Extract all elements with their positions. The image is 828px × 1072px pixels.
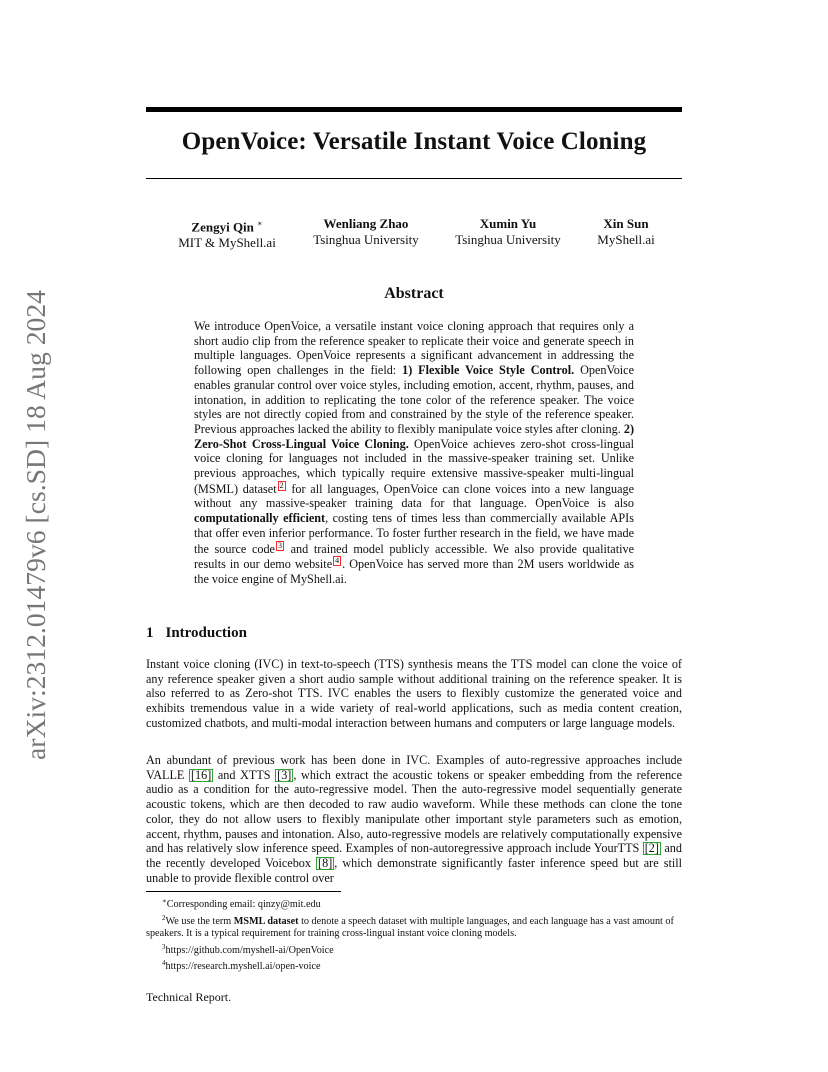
abstract-bold-3: computationally efficient <box>194 511 326 526</box>
citation-link-3[interactable]: [3] <box>277 767 292 782</box>
footnote-1 <box>146 895 682 912</box>
footnote-4-link[interactable]: https://research.myshell.ai/open-voice <box>165 961 321 972</box>
author-1-mark: ∗ <box>257 219 263 228</box>
author-2-name: Wenliang Zhao <box>323 216 409 231</box>
footnote-3-mark: 3 <box>162 942 166 951</box>
abstract-text-4: for all languages, OpenVoice can clone voices into a new language without any massive-speaker training data for that language. OpenVoice is also <box>194 481 635 511</box>
abstract-text-7: . OpenVoice has served more than 2M users worldwide as the voice engine of MyShell.ai. <box>194 557 634 586</box>
author-3 <box>448 216 568 248</box>
author-3-affiliation: Tsinghua University <box>455 232 561 247</box>
abstract-bold-1: 1) Flexible Voice Style Control. <box>402 363 575 378</box>
footnote-rule <box>146 891 341 892</box>
title-bottom-rule <box>146 178 682 179</box>
intro-paragraph-1: Instant voice cloning (IVC) in text-to-speech (TTS) synthesis means the TTS model can clone the voice of any reference speaker given a short audio sample without additional training on the reference speaker. It is also referred to as Zero-shot TTS. IVC enables the users to flexibly customize the generated voice and exhibits tremendous value in a wide variety of real-world applications, such as media content creation, customized chatbots, and multi-modal interaction between humans and computers or large language models. <box>146 657 682 730</box>
abstract-text-2: OpenVoice enables granular control over voice styles, including emotion, accent, rhythm, pauses, and intonation, in addition to replicating the tone color of the reference speaker. The voice styles are not directly copied from and constrained by the style of the reference speaker. Previous approaches lacked the ability to flexibly manipulate voice styles after cloning. <box>194 363 634 436</box>
author-2 <box>304 216 428 248</box>
author-2-affiliation: Tsinghua University <box>313 232 419 247</box>
section-number: 1 <box>146 625 154 641</box>
para2-text-4: and the recently developed Voicebox <box>146 841 682 870</box>
abstract-bold-2: 2) Zero-Shot Cross-Lingual Voice Cloning. <box>194 421 634 451</box>
abstract-text-6: and trained model publicly accessible. We also provide qualitative results in our demo website <box>194 541 634 572</box>
author-4 <box>586 216 666 248</box>
footnotes <box>146 895 682 974</box>
footnote-link-2[interactable]: 2 <box>279 480 284 490</box>
footnote-2-text-c: to denote a speech dataset with multiple languages, and each language has a vast amount of speakers. It is a typical requirement for training cross-lingual instant voice cloning models. <box>146 915 674 939</box>
footnote-4 <box>146 957 682 974</box>
footnote-link-3[interactable]: 3 <box>277 540 282 550</box>
footnote-1-text: Corresponding email: qinzy@mit.edu <box>166 899 321 910</box>
author-block <box>146 216 682 250</box>
para2-text-2: and XTTS <box>213 767 276 782</box>
abstract-text-5: , costing tens of times less than commercially available APIs that offer even inferior performance. To foster further research in the field, we have made the source code <box>194 511 634 556</box>
arxiv-identifier-svg <box>18 285 54 760</box>
intro-paragraph-2 <box>146 753 682 885</box>
author-1-name-line <box>172 216 282 235</box>
citation-link-8[interactable]: [8] <box>318 855 333 870</box>
footnote-3 <box>146 941 682 958</box>
footnote-2-text-a: We use the term <box>165 915 234 927</box>
abstract-text-3: OpenVoice achieves zero-shot cross-lingual voice cloning for languages not included in the massive-speaker training set. Unlike previous approaches, which typically require extensive massive-speaker multi-lingual (MSML) dataset <box>194 436 634 496</box>
section-title: Introduction <box>165 625 247 641</box>
author-4-name: Xin Sun <box>603 216 649 231</box>
abstract-text-1: We introduce OpenVoice, a versatile instant voice cloning approach that requires only a short audio clip from the reference speaker to replicate their voice and generate speech in multiple languages. OpenVoice represents a significant advancement in addressing the following open challenges in the field: <box>194 319 634 378</box>
footnote-2-mark: 2 <box>162 913 166 922</box>
arxiv-identifier <box>18 285 54 760</box>
abstract-body <box>194 319 634 587</box>
paper-title: OpenVoice: Versatile Instant Voice Cloning <box>181 128 647 155</box>
author-1-affiliation: MIT & MyShell.ai <box>178 235 276 251</box>
footnote-2 <box>146 912 682 941</box>
para2-text-1: An abundant of previous work has been done in IVC. Examples of auto-regressive approaches include VALLE <box>146 753 682 782</box>
footnote-4-mark: 4 <box>162 959 166 967</box>
report-label: Technical Report. <box>146 990 232 1004</box>
para2-text-3: , which extract the acoustic tokens or speaker embedding from the reference audio as a condition for the auto-regressive model. Then the auto-regressive model sequentially generate acoustic tokens, which are then decoded to raw audio waveform. While these methods can clone the tone color, they do not allow users to flexibly manipulate other important style parameters such as emotion, accent, rhythm, pauses and intonation. Also, auto-regressive models are relatively computationally expensive and has relatively slow inference speed. Examples of non-autoregressive approach include YourTTS <box>146 767 682 856</box>
footnote-3-link[interactable]: https://github.com/myshell-ai/OpenVoice <box>165 944 334 956</box>
author-1 <box>172 216 282 251</box>
section-heading-introduction <box>146 625 247 642</box>
footnote-2-bold: MSML dataset <box>233 915 299 927</box>
title-top-rule <box>146 107 682 112</box>
citation-link-2[interactable]: [2] <box>644 841 659 856</box>
author-3-name: Xumin Yu <box>479 216 537 231</box>
citation-link-16[interactable]: [16] <box>190 767 212 782</box>
para2-text-5: , which demonstrate significantly faster inference speed but are still unable to provide flexible control over <box>146 855 682 885</box>
footnote-1-mark: ∗ <box>162 897 167 905</box>
author-4-affiliation: MyShell.ai <box>597 232 655 247</box>
arxiv-identifier-text: arXiv:2312.01479v6 [cs.SD] 18 Aug 2024 <box>21 301 51 760</box>
abstract-heading: Abstract <box>384 285 444 302</box>
footnote-link-4[interactable]: 4 <box>335 556 340 566</box>
author-1-name: Zengyi Qin <box>191 219 254 235</box>
